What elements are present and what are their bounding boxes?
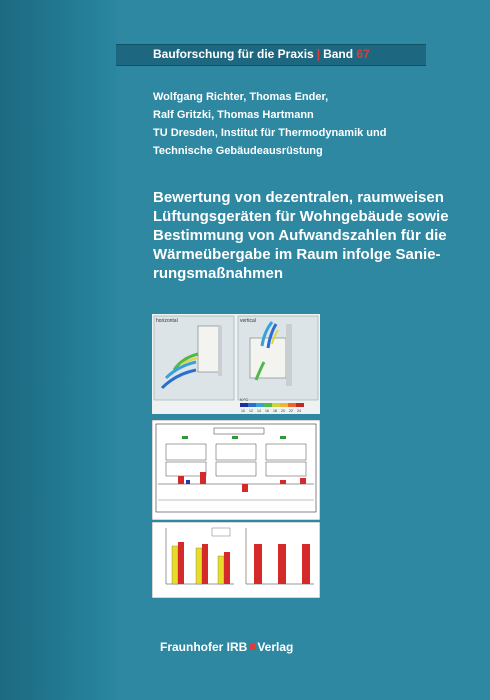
title-line: Bestimmung von Aufwandszahlen für die: [153, 227, 447, 244]
scale-tick: 12: [249, 409, 253, 413]
authors-block: [153, 88, 386, 160]
scale-tick: 20: [281, 409, 285, 413]
author-line: Technische Gebäudeausrüstung: [153, 145, 323, 157]
series-label: [153, 47, 370, 61]
bar-chart-figure: [152, 522, 320, 598]
scale-tick: 10: [241, 409, 245, 413]
series-name: Bauforschung für die Praxis: [153, 47, 314, 61]
cover-left-band: [0, 0, 116, 700]
publisher-name-part2: Verlag: [257, 640, 294, 654]
simulation-right-label: vertical: [240, 318, 256, 324]
simulation-figure-graphic: [152, 314, 320, 414]
publisher-logo: [160, 640, 293, 654]
simulation-left-label: horizontal: [156, 318, 178, 324]
scale-tick: 16: [265, 409, 269, 413]
simulation-figure: [152, 314, 320, 414]
bar-diagram-graphic: [152, 420, 320, 520]
scale-tick: 14: [257, 409, 261, 413]
title-line: Bewertung von dezentralen, raumweisen: [153, 189, 444, 206]
scale-unit: K/°C: [240, 397, 249, 402]
publisher-dot-icon: [249, 644, 255, 650]
author-line: Wolfgang Richter, Thomas Ender,: [153, 91, 329, 103]
series-band-label: Band: [323, 47, 354, 61]
bar-chart-graphic: [152, 522, 320, 598]
publisher-name-part1: Fraunhofer IRB: [160, 640, 248, 654]
book-title: [153, 188, 463, 283]
title-line: Wärmeübergabe im Raum infolge Sanie-: [153, 246, 441, 263]
title-line: rungsmaßnahmen: [153, 265, 284, 282]
author-line: Ralf Gritzki, Thomas Hartmann: [153, 109, 314, 121]
scale-tick: 18: [273, 409, 277, 413]
bar-diagram-figure: [152, 420, 320, 520]
series-separator: |: [316, 47, 321, 61]
author-line: TU Dresden, Institut für Thermodynamik und: [153, 127, 387, 139]
scale-tick: 22: [289, 409, 293, 413]
series-band-number: 67: [356, 47, 370, 61]
title-line: Lüftungsgeräten für Wohngebäude sowie: [153, 208, 449, 225]
scale-tick: 24: [297, 409, 301, 413]
